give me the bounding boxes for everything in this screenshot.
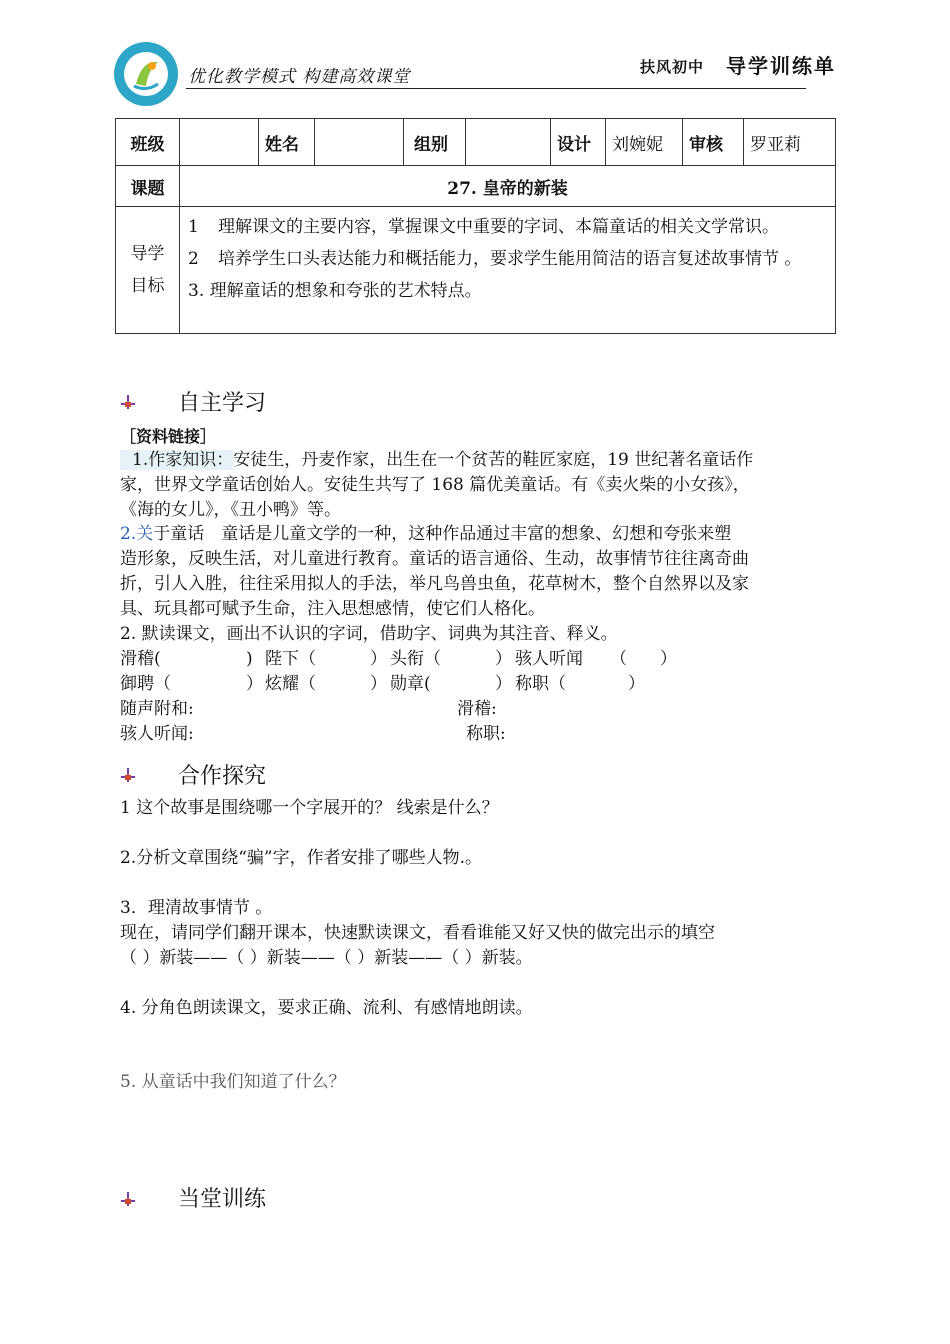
vocab-word: 头衔（	[390, 649, 441, 669]
fairy-tale-line-1: 于童话 童话是儿童文学的一种，这种作品通过丰富的想象、幻想和夸张来塑	[153, 524, 732, 544]
header-doc-type: 导学训练单	[726, 54, 836, 78]
definition-row-1	[0, 697, 950, 722]
question-4: 4. 分角色朗读课文，要求正确、流利、有感情地朗读。	[120, 998, 533, 1018]
author-text-1: 安徒生，丹麦作家，出生在一个贫苦的鞋匠家庭，19 世纪著名童话作	[233, 450, 754, 470]
practice-heading: 当堂训练	[178, 1187, 267, 1212]
cooperation-heading: 合作探究	[178, 764, 267, 789]
goal-number: 2	[188, 249, 199, 269]
self-study-icon	[121, 394, 135, 413]
author-label: 1.作家知识：	[120, 450, 233, 470]
goals-list	[180, 207, 836, 334]
vocab-row-1	[0, 647, 950, 672]
vocab-word: 勋章(	[390, 674, 431, 694]
class-field[interactable]	[180, 119, 259, 166]
author-text-2: 家，世界文学童话创始人。安徒生共写了 168 篇优美童话。有《卖火柴的小女孩》，	[120, 475, 750, 495]
vocab-paren: ）	[370, 674, 387, 694]
info-table	[115, 118, 836, 334]
vocab-paren: （	[610, 649, 627, 669]
vocab-word: 称职（	[515, 674, 566, 694]
vocab-paren: ）	[495, 649, 512, 669]
name-field[interactable]	[315, 119, 404, 166]
cooperation-icon	[121, 767, 135, 786]
name-label: 姓名	[259, 119, 315, 166]
vocab-paren: ）	[370, 649, 387, 669]
fairy-tale-number: 2.关	[120, 524, 154, 544]
goals-label-line1: 导学	[130, 244, 165, 264]
reviewer-value: 罗亚莉	[744, 119, 836, 166]
task-2: 2. 默读课文，画出不认识的字词，借助字、词典为其注音、释义。	[120, 624, 618, 644]
vocab-row-2	[0, 672, 950, 697]
school-logo	[112, 40, 180, 108]
goal-item	[188, 211, 831, 243]
reviewer-label: 审核	[683, 119, 744, 166]
vocab-word: 陛下（	[265, 649, 316, 669]
goal-text: 培养学生口头表达能力和概括能力，要求学生能用简洁的语言复述故事情节 。	[218, 249, 802, 269]
class-label: 班级	[116, 119, 180, 166]
goal-item	[188, 243, 831, 275]
goal-text: 理解课文的主要内容，掌握课文中重要的字词、本篇童话的相关文学常识。	[218, 217, 779, 237]
resource-link-title: ［资料链接］	[120, 427, 217, 446]
definition-term: 称职:	[466, 724, 506, 744]
designer-label: 设计	[551, 119, 606, 166]
vocab-paren: ）	[495, 674, 512, 694]
group-label: 组别	[404, 119, 466, 166]
vocab-word: 炫耀（	[265, 674, 316, 694]
goals-label	[116, 207, 180, 334]
vocab-word: 御聘（	[120, 674, 171, 694]
self-study-heading: 自主学习	[178, 391, 267, 416]
goals-label-line2: 目标	[130, 276, 165, 296]
definition-term: 滑稽:	[457, 699, 497, 719]
question-1: 1 这个故事是围绕哪一个字展开的？ 线索是什么？	[120, 798, 499, 818]
practice-icon	[121, 1191, 135, 1210]
fairy-tale-line-3: 折，引人入胜，往往采用拟人的手法，举凡鸟兽虫鱼，花草树木，整个自然界以及家	[120, 574, 749, 594]
group-field[interactable]	[466, 119, 551, 166]
vocab-paren: ）	[246, 674, 263, 694]
vocab-paren: ）	[628, 674, 645, 694]
header-slogan: 优化教学模式 构建高效课堂	[188, 67, 411, 87]
definition-term: 随声附和:	[120, 699, 194, 719]
goal-number: 1	[188, 217, 199, 237]
vocab-paren: ）	[660, 649, 677, 669]
designer-value: 刘婉妮	[606, 119, 683, 166]
goal-item-3: 3. 理解童话的想象和夸张的艺术特点。	[188, 281, 482, 301]
topic-label: 课题	[116, 166, 180, 207]
topic-value: 27. 皇帝的新装	[180, 166, 836, 207]
definition-row-2	[0, 722, 950, 747]
question-2: 2.分析文章围绕“骗”字，作者安排了哪些人物.。	[120, 848, 483, 868]
definition-term: 骇人听闻:	[120, 724, 194, 744]
question-3-fill-blanks: （ ）新装——（ ）新装——（ ）新装——（ ）新装。	[120, 948, 533, 968]
fairy-tale-line-4: 具、玩具都可赋予生命，注入思想感情，使它们人格化。	[120, 599, 545, 619]
fairy-tale-paragraph	[120, 522, 820, 622]
vocab-paren: )	[246, 649, 253, 669]
author-text-3: 《海的女儿》，《丑小鸭》等。	[120, 500, 341, 520]
question-3-instruction: 现在，请同学们翻开课本，快速默读课文，看看谁能又好又快的做完出示的填空	[120, 923, 715, 943]
question-5: 5. 从童话中我们知道了什么？	[120, 1072, 346, 1092]
author-paragraph	[120, 448, 820, 523]
header-school: 扶风初中	[640, 58, 705, 76]
question-3: 3．理清故事情节 。	[120, 898, 273, 918]
vocab-word: 骇人听闻	[515, 649, 583, 669]
fairy-tale-line-2: 造形象，反映生活，对儿童进行教育。童话的语言通俗、生动，故事情节往往离奇曲	[120, 549, 749, 569]
header-divider	[186, 88, 806, 89]
vocab-word: 滑稽(	[120, 649, 161, 669]
